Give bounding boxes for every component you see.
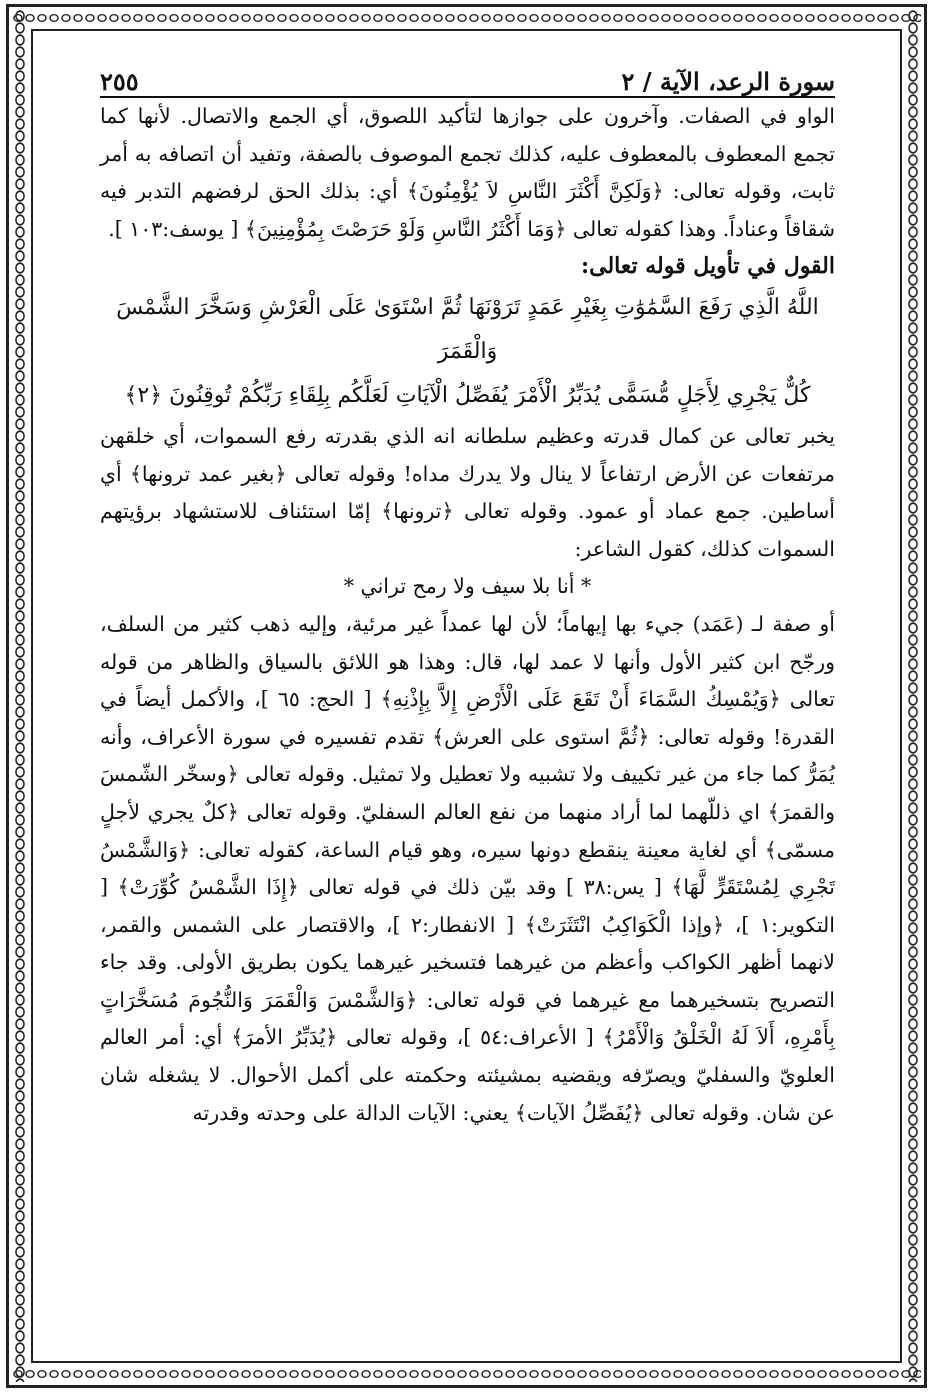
- poem-line: * أنا بلا سيف ولا رمح تراني *: [343, 574, 592, 599]
- page-number: ٢٥٥: [100, 67, 139, 96]
- paragraph-3: أو صفة لـ (عَمَد) جيء بها إيهاماً؛ لأن لها عمداً غير مرئية، وإليه ذهب كثير من السلف، ورجّح ابن كثير الأول وأنها لا عمد لها، قال: وهذا هو اللائق بالسياق والظاهر من قوله تعالى ﴿وَيُمْسِكُ السَّمَاءَ أَنْ تَقَعَ عَلَى الْأَرْضِ إِلاَّ بِإِذْنِهِ﴾ [ الحج: ٦٥ ]، والأكمل أيضاً في القدرة! وقوله تعالى: ﴿ثُمَّ استوى على العرش﴾ تقدم تفسيره في سورة الأعراف، وأنه يُمَرُّ كما جاء من غير تكييف ولا تشبيه ولا تعطيل ولا تمثيل. وقوله تعالى ﴿وسخّر الشّمسَ والقمرَ﴾ اي ذللّهما لما أراد منهما من نفع العالم السفليّ. وقوله تعالى ﴿كلٌ يجري لأجلٍ مسمّى﴾ أي لغاية معينة ينقطع دونها سيره، وهو قيام الساعة، كقوله تعالى: ﴿وَالشَّمْسُ تَجْرِي لِمُسْتَقَرٍّ لَّهَا﴾ [ يس:٣٨ ] وقد بيّن ذلك في قوله تعالى ﴿إِذَا الشَّمْسُ كُوِّرَتْ﴾ [ التكوير:١ ]، ﴿وإذا الْكَوَاكِبُ انْتَثَرَتْ﴾ [ الانفطار:٢ ]، والاقتصار على الشمس والقمر، لانهما أظهر الكواكب وأعظم من غيرهما فتسخير غيرهما يكون بطريق الأولى. وقد جاء التصريح بتسخيرهما مع غيرهما في قوله تعالى: ﴿وَالشَّمْسَ وَالْقَمَرَ وَالنُّجُومَ مُسَخَّرَاتٍ بِأَمْرِهِ، أَلاَ لَهُ الْخَلْقُ وَالْأَمْرُ﴾ [ الأعراف:٥٤ ]، وقوله تعالى ﴿يُدَبِّرُ الأمرَ﴾ أي: أمر العالم العلويّ والسفليّ ويصرّفه ويقضيه بمشيئته وحكمته على أكمل الأحوال. لا يشغله شان عن شان. وقوله تعالى ﴿يُفَصِّلُ الآيات﴾ يعني: الآيات الدالة على وحدته وقدرته: [100, 611, 836, 1125]
- running-title: سورة الرعد، الآية / ٢: [621, 67, 835, 96]
- border-chain-bottom: [12, 1366, 921, 1382]
- quran-verse-line-2: كُلٌّ يَجْرِي لِأَجَلٍ مُّسَمًّى يُدَبِّرُ الْأَمْرَ يُفَصِّلُ الْآيَاتِ لَعَلَّكُم بِلِقَاءِ رَبِّكُمْ تُوقِنُونَ ﴿٢﴾: [124, 382, 811, 408]
- paragraph-1: الواو في الصفات. وآخرون على جوازها لتأكيد اللصوق، أي الجمع والاتصال. لأنها كما تجمع المعطوف بالمعطوف عليه، كذلك تجمع الموصوف بالصفة، وتفيد أن اتصافه به أمر ثابت، وقوله تعالى: ﴿وَلَكِنَّ أَكْثَرَ النَّاسِ لاَ يُؤْمِنُونَ﴾ أي: بذلك الحق لرفضهم التدبر فيه شقاقاً وعناداً. وهذا كقوله تعالى ﴿وَمَا أَكْثَرُ النَّاسِ وَلَوْ حَرَصْتَ بِمُؤْمِنِينَ﴾ [ يوسف:١٠٣ ].: [100, 104, 835, 241]
- body-text: [100, 98, 835, 1132]
- page-content: [100, 52, 835, 1337]
- page-header: [100, 52, 835, 98]
- border-chain-top: [12, 10, 921, 26]
- section-heading: القول في تأويل قوله تعالى:: [581, 253, 835, 280]
- border-chain-right: [905, 10, 921, 1382]
- border-chain-left: [12, 10, 28, 1382]
- quran-verse-line-1: اللَّهُ الَّذِي رَفَعَ السَّمَٰوَٰتِ بِغَيْرِ عَمَدٍ تَرَوْنَهَا ثُمَّ اسْتَوَىٰ عَلَى الْعَرْشِ وَسَخَّرَ الشَّمْسَ وَالْقَمَرَ: [116, 294, 819, 364]
- paragraph-2: يخبر تعالى عن كمال قدرته وعظيم سلطانه انه الذي بقدرته رفع السموات، أي خلقهن مرتفعات عن الأرض ارتفاعاً لا ينال ولا يدرك مداه! وقوله تعالى ﴿بغير عمد ترونها﴾ أي أساطين. جمع عماد أو عمود. وقوله تعالى ﴿ترونها﴾ إمّا استئناف للاستشهاد برؤيتهم السموات كذلك، كقول الشاعر:: [100, 423, 835, 561]
